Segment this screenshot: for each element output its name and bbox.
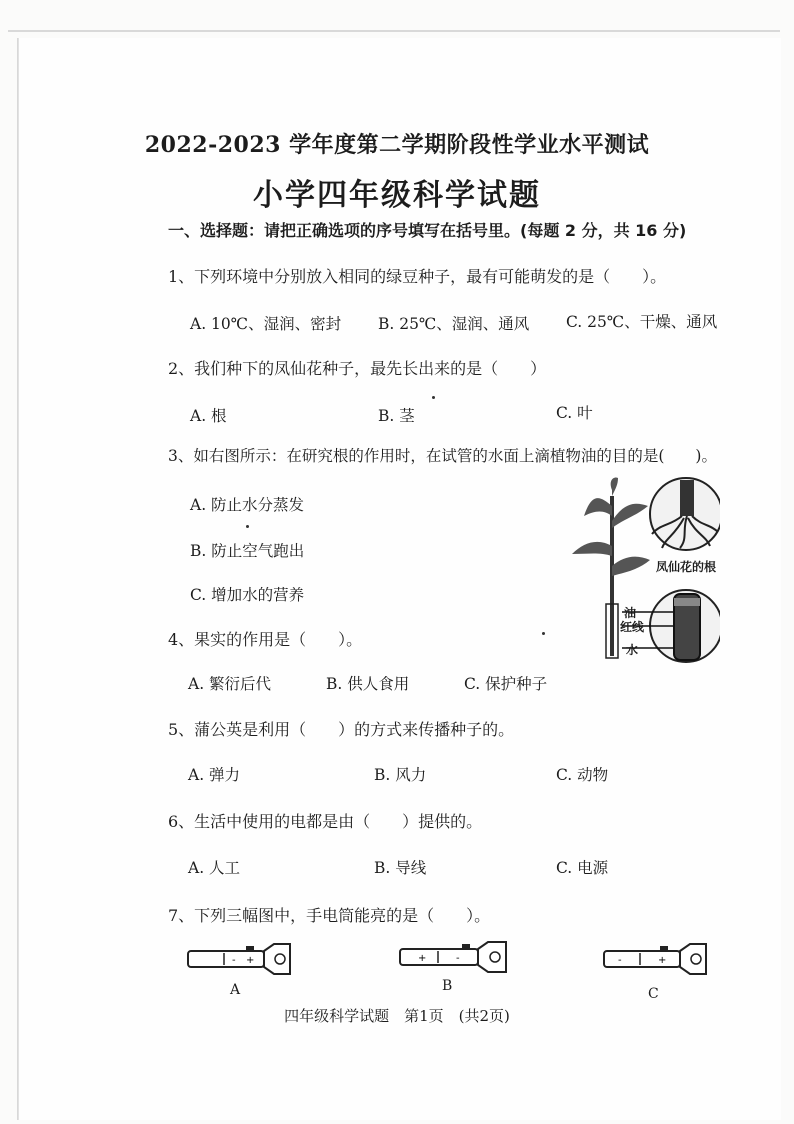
q3-option-b: B. 防止空气跑出 [190,542,305,560]
q5-option-c: C. 动物 [556,766,609,784]
flashlight-a-icon [186,942,294,976]
label-redline: 红线 [620,620,645,634]
paper-edge [8,30,780,32]
q2-option-a: A. 根 [190,407,227,425]
flashlight-b-label: B [442,978,453,994]
q2-option-b: B. 茎 [378,407,415,425]
q4-option-b: B. 供人食用 [326,675,410,693]
exam-title: 2022-2023 学年度第二学期阶段性学业水平测试 [144,132,650,158]
q5-option-a: A. 弹力 [188,766,241,784]
question-6: 6、生活中使用的电都是由（ ）提供的。 [168,812,483,831]
speck [432,396,435,399]
question-4: 4、果实的作用是（ ）。 [168,630,363,649]
flashlight-c-icon [602,942,710,976]
question-7: 7、下列三幅图中，手电筒能亮的是（ ）。 [168,906,491,925]
figure-caption: 凤仙花的根 [656,560,717,574]
label-oil: 油 [624,606,637,620]
svg-text:+: + [246,955,255,966]
q5-option-b: B. 风力 [374,766,427,784]
svg-text:-: - [456,953,460,964]
q1-option-a: A. 10℃、湿润、密封 [190,315,342,333]
section-heading: 一、选择题：请把正确选项的序号填写在括号里。(每题 2 分，共 16 分) [168,221,687,240]
q6-option-a: A. 人工 [188,859,241,877]
q1-option-b: B. 25℃、湿润、通风 [378,315,530,333]
q4-option-c: C. 保护种子 [464,675,548,693]
flashlight-b-icon [398,940,510,974]
question-1: 1、下列环境中分别放入相同的绿豆种子，最有可能萌发的是（ ）。 [168,267,667,286]
q6-option-c: C. 电源 [556,859,609,877]
svg-text:+: + [418,953,427,964]
exam-subtitle: 小学四年级科学试题 [253,178,541,213]
flashlight-c-label: C [648,986,659,1002]
q2-option-c: C. 叶 [556,404,593,422]
question-5: 5、蒲公英是利用（ ）的方式来传播种子的。 [168,720,515,739]
question-3: 3、如右图所示：在研究根的作用时，在试管的水面上滴植物油的目的是( )。 [168,447,717,465]
q6-option-b: B. 导线 [374,859,427,877]
svg-text:+: + [658,955,667,966]
label-water: 水 [626,643,639,657]
speck [246,525,249,528]
q4-option-a: A. 繁衍后代 [188,675,272,693]
svg-text:-: - [618,955,622,966]
flashlight-a-label: A [230,982,241,998]
question-2: 2、我们种下的凤仙花种子，最先长出来的是（ ） [168,359,547,378]
speck [542,632,545,635]
q3-option-c: C. 增加水的营养 [190,586,305,604]
q3-option-a: A. 防止水分蒸发 [190,496,305,514]
q1-option-c: C. 25℃、干燥、通风 [566,313,718,331]
page-footer: 四年级科学试题 第1页 (共2页) [284,1007,510,1025]
svg-text:-: - [232,955,236,966]
